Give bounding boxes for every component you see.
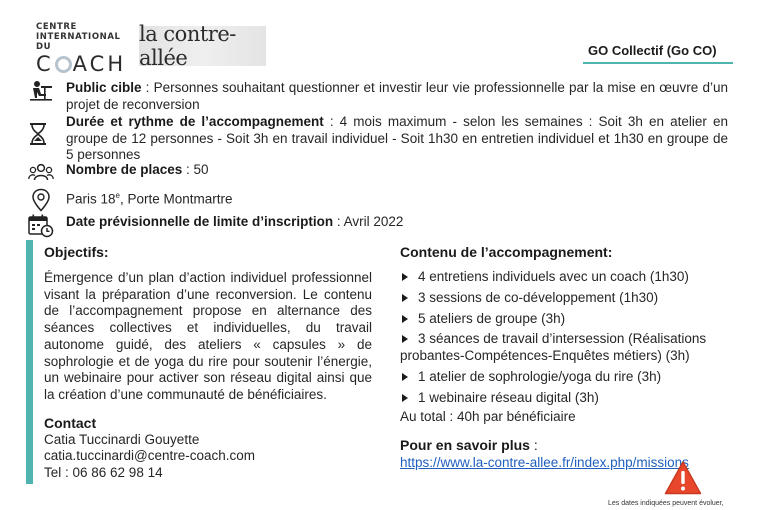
people-group-icon	[26, 162, 66, 182]
calendar-clock-icon	[26, 214, 66, 238]
contenu-section	[400, 243, 732, 471]
bullet-triangle-icon	[402, 335, 408, 343]
contenu-list	[400, 269, 732, 407]
info-places: Nombre de places : 50	[26, 162, 728, 182]
objectifs-paragraph: Émergence d’un plan d’action individuel professionnel visant la préparation d’une reconversion. Le contenu de l’accompagnement propose en alternance des séances collectives et individuelles, du travail autonome guidé, des ateliers « capsules » de sophrologie et de yoga du rire pour soutenir l’énergie, un webinaire pour activer son réseau digital ainsi que la création d’une communauté de bénéficiaires.	[44, 270, 372, 402]
objectifs-title: Objectifs:	[44, 244, 109, 260]
list-item: 1 atelier de sophrologie/yoga du rire (3h)	[400, 369, 732, 386]
cic-logo-word: C ACH	[36, 52, 127, 76]
bullet-triangle-icon	[402, 273, 408, 281]
contenu-title: Contenu de l’accompagnement:	[400, 244, 613, 260]
warning-icon	[664, 460, 702, 496]
footer-note: Les dates indiquées peuvent évoluer,	[608, 500, 724, 507]
objectifs-section	[44, 243, 372, 482]
location-pin-icon	[26, 188, 66, 212]
contact-email[interactable]: catia.tuccinardi@centre-coach.com	[44, 448, 256, 464]
bullet-triangle-icon	[402, 294, 408, 302]
list-item: 3 séances de travail d’intersession (Réalisations probantes-Compétences-Enquêtes métiers) (3h)	[400, 331, 707, 364]
program-title: GO Collectif (Go CO)	[588, 42, 717, 58]
desk-worker-icon	[26, 80, 66, 113]
bullet-triangle-icon	[402, 373, 408, 381]
title-underline	[583, 62, 733, 64]
info-lieu: Paris 18e, Porte Montmartre	[26, 188, 728, 212]
cic-logo-line1: CENTRE	[36, 22, 77, 32]
bullet-triangle-icon	[402, 315, 408, 323]
contact-title: Contact	[44, 414, 97, 431]
list-item: 3 sessions de co-développement (1h30)	[400, 290, 732, 307]
list-item: 5 ateliers de groupe (3h)	[400, 311, 732, 328]
more-info-title: Pour en savoir plus :	[400, 437, 538, 454]
cic-logo	[36, 22, 136, 76]
coach-o-ring-icon	[55, 56, 72, 73]
contact-name: Catia Tuccinardi Gouyette	[44, 431, 200, 447]
list-item: 4 entretiens individuels avec un coach (1h30)	[400, 269, 732, 286]
list-item: 1 webinaire réseau digital (3h)	[400, 390, 732, 407]
hourglass-icon	[26, 114, 66, 164]
info-date: Date prévisionnelle de limite d’inscription : Avril 2022	[26, 214, 728, 238]
cic-logo-line2: INTERNATIONAL DU	[36, 32, 121, 52]
contre-allee-logo: la contre-allée	[139, 26, 266, 66]
bullet-triangle-icon	[402, 394, 408, 402]
contenu-total: Au total : 40h par bénéficiaire	[400, 408, 576, 424]
contact-phone: Tel : 06 86 62 98 14	[44, 465, 163, 481]
info-public: Public cible : Personnes souhaitant questionner et investir leur vie professionnelle par la mise en œuvre d’un projet de reconversion	[26, 80, 728, 113]
info-duree: Durée et rythme de l’accompagnement : 4 mois maximum - selon les semaines : Soit 3h en atelier en groupe de 12 personnes - Soit 3h en travail individuel - Soit 1h30 en entretien individuel et 1h30 en groupe de 5 personnes	[26, 114, 728, 164]
more-info-link[interactable]: https://www.la-contre-allee.fr/index.php/missions	[400, 455, 689, 471]
objectifs-accent-bar	[26, 240, 33, 484]
